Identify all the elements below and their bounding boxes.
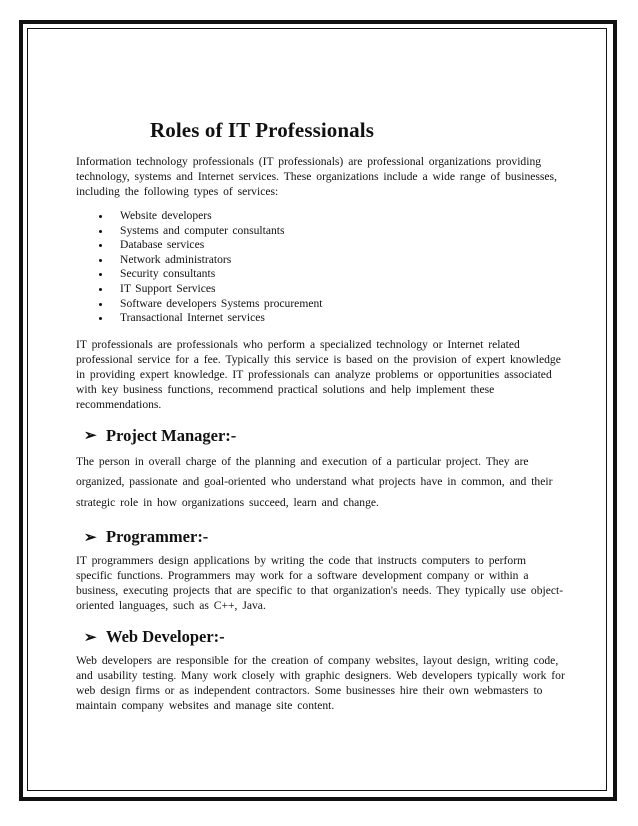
arrow-bullet-icon: ➢	[84, 629, 97, 646]
section-heading-label: Web Developer:-	[106, 627, 225, 647]
list-item: • Database services	[112, 238, 566, 253]
arrow-bullet-icon: ➢	[84, 529, 97, 546]
list-item: • Network administrators	[112, 253, 566, 268]
section-heading-programmer	[84, 527, 566, 547]
section-paragraph-programmer: IT programmers design applications by writing the code that instructs computers to perform specific functions. Programmers may work for a software development company or within a business, executing projects that are specific to that organization's needs. They typically use object-oriented languages, such as C++, Java.	[76, 554, 564, 613]
list-item: • Website developers	[112, 209, 566, 224]
list-item: • Transactional Internet services	[112, 311, 566, 326]
page-title: Roles of IT Professionals	[150, 118, 374, 142]
section-heading-label: Programmer:-	[106, 527, 209, 547]
section-paragraph-project-manager: The person in overall charge of the planning and execution of a particular project. They are organized, passionate and goal-oriented who understand what projects have in common, and their strategic role in how organizations succeed, learn and change.	[76, 454, 553, 509]
summary-paragraph: IT professionals are professionals who perform a specialized technology or Internet related professional service for a fee. Typically this service is based on the provision of expert knowledge in providing expert knowledge. IT professionals can analyze problems or opportunities associated with key business functions, recommend practical solutions and help implement these recommendations.	[76, 337, 561, 411]
section-heading-label: Project Manager:-	[106, 425, 237, 445]
arrow-bullet-icon: ➢	[84, 428, 97, 445]
list-item: • Security consultants	[112, 267, 566, 282]
section-heading-web-developer	[84, 627, 566, 647]
list-item: • Systems and computer consultants	[112, 224, 566, 239]
document-body	[76, 118, 566, 713]
list-item: • IT Support Services	[112, 282, 566, 297]
list-item: • Software developers Systems procurement	[112, 297, 566, 312]
intro-paragraph: Information technology professionals (IT professionals) are professional organizations providing technology, systems and Internet services. These organizations include a wide range of businesses, including the following types of services:	[76, 155, 557, 198]
section-paragraph-web-developer: Web developers are responsible for the creation of company websites, layout design, writing code, and usability testing. Many work closely with graphic designers. Web developers typically work for web design firms or as independent contractors. Some businesses hire their own webmasters to maintain company websites and manage site content.	[76, 654, 565, 713]
section-heading-project-manager	[84, 426, 566, 446]
services-list	[76, 209, 566, 326]
